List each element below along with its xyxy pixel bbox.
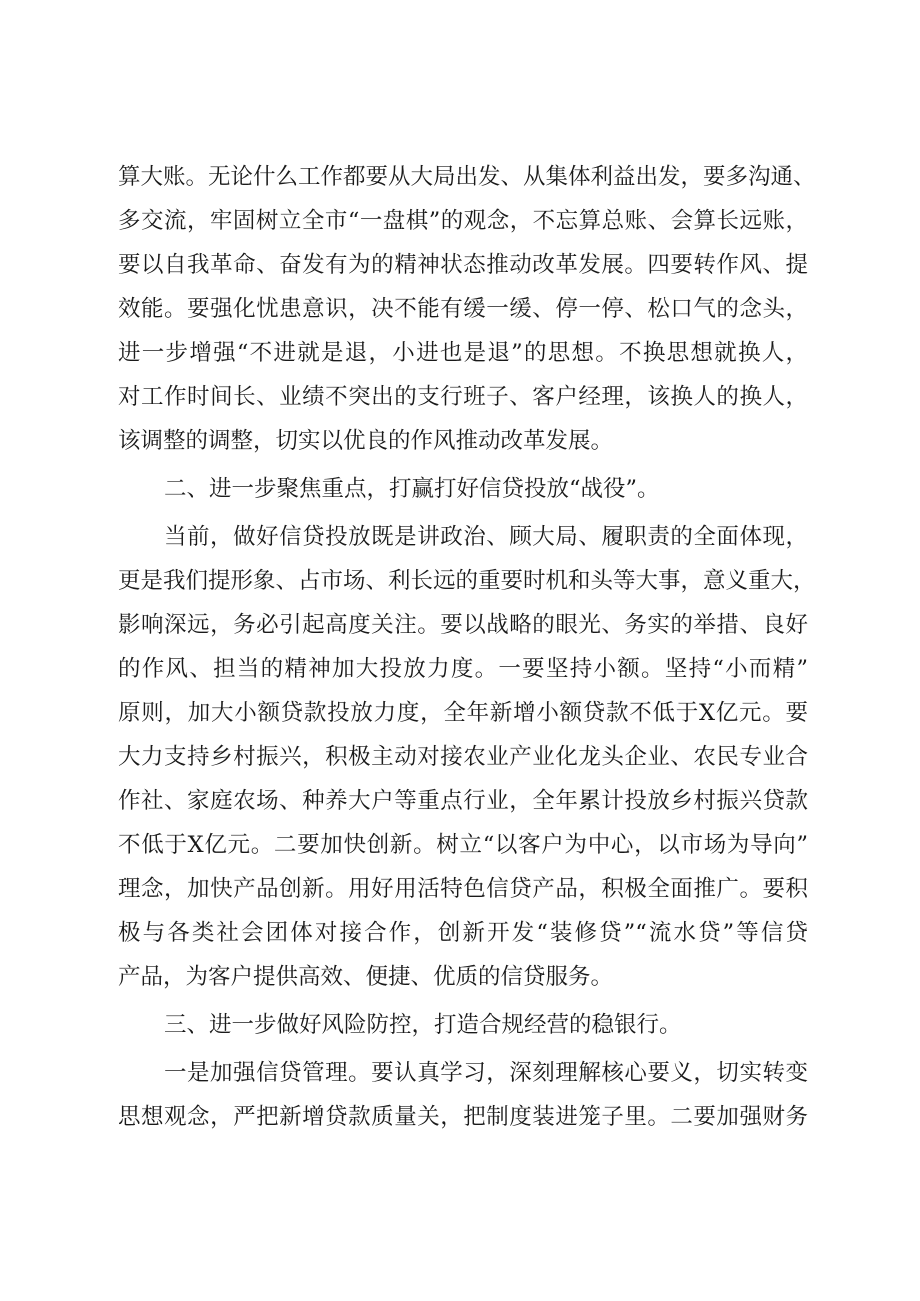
paragraph-line: 算大账。无论什么工作都要从大局出发、从集体利益出发，要多沟通、 <box>118 164 816 190</box>
paragraph-line-first: 当前，做好信贷投放既是讲政治、顾大局、履职责的全面体现， <box>164 524 808 550</box>
paragraph-line-last: 该调整的调整，切实以优良的作风推动改革发展。 <box>118 428 614 454</box>
section-heading-3: 三、进一步做好风险防控，打造合规经营的稳银行。 <box>164 1012 682 1038</box>
paragraph-line: 原则，加大小额贷款投放力度，全年新增小额贷款不低于X亿元。要 <box>118 700 808 726</box>
paragraph-line: 理念，加快产品创新。用好用活特色信贷产品，积极全面推广。要积 <box>118 876 808 902</box>
section-heading-2: 二、进一步聚焦重点，打赢打好信贷投放“战役”。 <box>164 476 660 502</box>
paragraph-line: 效能。要强化忧患意识，决不能有缓一缓、停一停、松口气的念头， <box>118 296 808 322</box>
paragraph-line: 极与各类社会团体对接合作，创新开发“装修贷”“流水贷”等信贷 <box>118 920 808 946</box>
paragraph-line: 要以自我革命、奋发有为的精神状态推动改革发展。四要转作风、提 <box>118 252 808 278</box>
paragraph-line: 的作风、担当的精神加大投放力度。一要坚持小额。坚持“小而精” <box>118 656 808 682</box>
paragraph-line-last: 产品，为客户提供高效、便捷、优质的信贷服务。 <box>118 964 614 990</box>
paragraph-line: 不低于X亿元。二要加快创新。树立“以客户为中心，以市场为导向” <box>118 832 808 858</box>
paragraph-line: 进一步增强“不进就是退，小进也是退”的思想。不换思想就换人， <box>118 340 808 366</box>
paragraph-line: 对工作时间长、业绩不突出的支行班子、客户经理，该换人的换人， <box>118 384 808 410</box>
paragraph-line: 影响深远，务必引起高度关注。要以战略的眼光、务实的举措、良好 <box>118 612 808 638</box>
paragraph-line-first: 一是加强信贷管理。要认真学习，深刻理解核心要义，切实转变 <box>164 1060 808 1086</box>
paragraph-line: 思想观念，严把新增贷款质量关，把制度装进笼子里。二要加强财务 <box>118 1104 808 1130</box>
paragraph-line: 多交流，牢固树立全市“一盘棋”的观念，不忘算总账、会算长远账， <box>118 208 808 234</box>
paragraph-line: 大力支持乡村振兴，积极主动对接农业产业化龙头企业、农民专业合 <box>118 744 808 770</box>
paragraph-line: 作社、家庭农场、种养大户等重点行业，全年累计投放乡村振兴贷款 <box>118 788 808 814</box>
paragraph-line: 更是我们提形象、占市场、利长远的重要时机和头等大事，意义重大， <box>118 568 816 594</box>
